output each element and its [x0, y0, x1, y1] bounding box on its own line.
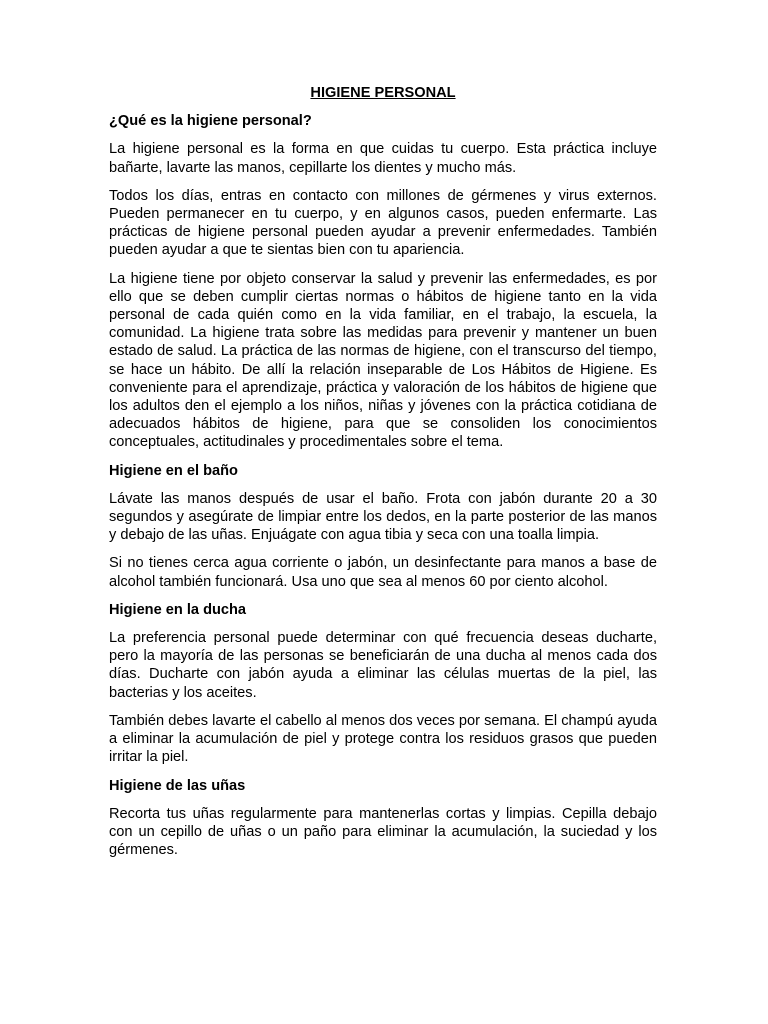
paragraph: La preferencia personal puede determinar con qué frecuencia deseas ducharte, pero la mayoría de las personas se beneficiarán de una ducha al menos cada dos días. Ducharte con jabón ayuda a eliminar las células muertas de la piel, las bacterias y los aceites.	[109, 630, 657, 701]
paragraph: La higiene tiene por objeto conservar la salud y prevenir las enfermedades, es por ello que se deben cumplir ciertas normas o hábitos de higiene tanto en la vida personal de cada quién como en la vida familiar, en el trabajo, la escuela, la comunidad. La higiene trata sobre las medidas para prevenir y mantener un buen estado de salud. La práctica de las normas de higiene, con el transcurso del tiempo, se hace un hábito. De allí la relación inseparable de Los Hábitos de Higiene. Es conveniente para el aprendizaje, práctica y valoración de los hábitos de higiene que los adultos den el ejemplo a los niños, niñas y jóvenes con la práctica cotidiana de adecuados hábitos de higiene, para que se consoliden los conocimientos conceptuales, actitudinales y procedimentales sobre el tema.	[109, 270, 657, 451]
section-heading: Higiene en el baño	[109, 462, 238, 479]
paragraph: También debes lavarte el cabello al menos dos veces por semana. El champú ayuda a eliminar la acumulación de piel y protege contra los residuos grasos que pueden irritar la piel.	[109, 712, 657, 766]
paragraph: La higiene personal es la forma en que cuidas tu cuerpo. Esta práctica incluye bañarte, lavarte las manos, cepillarte los dientes y mucho más.	[109, 141, 657, 176]
section-heading: Higiene de las uñas	[109, 777, 246, 794]
paragraph: Si no tienes cerca agua corriente o jabón, un desinfectante para manos a base de alcohol también funcionará. Usa uno que sea al menos 60 por ciento alcohol.	[109, 555, 657, 590]
document-title: HIGIENE PERSONAL	[310, 85, 456, 101]
document-page	[109, 84, 657, 869]
section-que-es	[109, 112, 657, 451]
paragraph: Todos los días, entras en contacto con millones de gérmenes y virus externos. Pueden permanecer en tu cuerpo, y en algunos casos, pueden enfermarte. Las prácticas de higiene personal pueden ayudar a prevenir enfermedades. También pueden ayudar a que te sientas bien con tu apariencia.	[109, 187, 657, 259]
section-ducha	[109, 601, 657, 767]
section-heading: ¿Qué es la higiene personal?	[109, 113, 312, 130]
section-heading: Higiene en la ducha	[109, 601, 247, 618]
paragraph: Lávate las manos después de usar el baño. Frota con jabón durante 20 a 30 segundos y asegúrate de limpiar entre los dedos, en la parte posterior de las manos y debajo de las uñas. Enjuágate con agua tibia y seca con una toalla limpia.	[109, 490, 657, 544]
section-unas	[109, 777, 657, 860]
paragraph: Recorta tus uñas regularmente para mantenerlas cortas y limpias. Cepilla debajo con un cepillo de uñas o un paño para eliminar la acumulación, la suciedad y los gérmenes.	[109, 805, 657, 859]
section-bano	[109, 462, 657, 591]
